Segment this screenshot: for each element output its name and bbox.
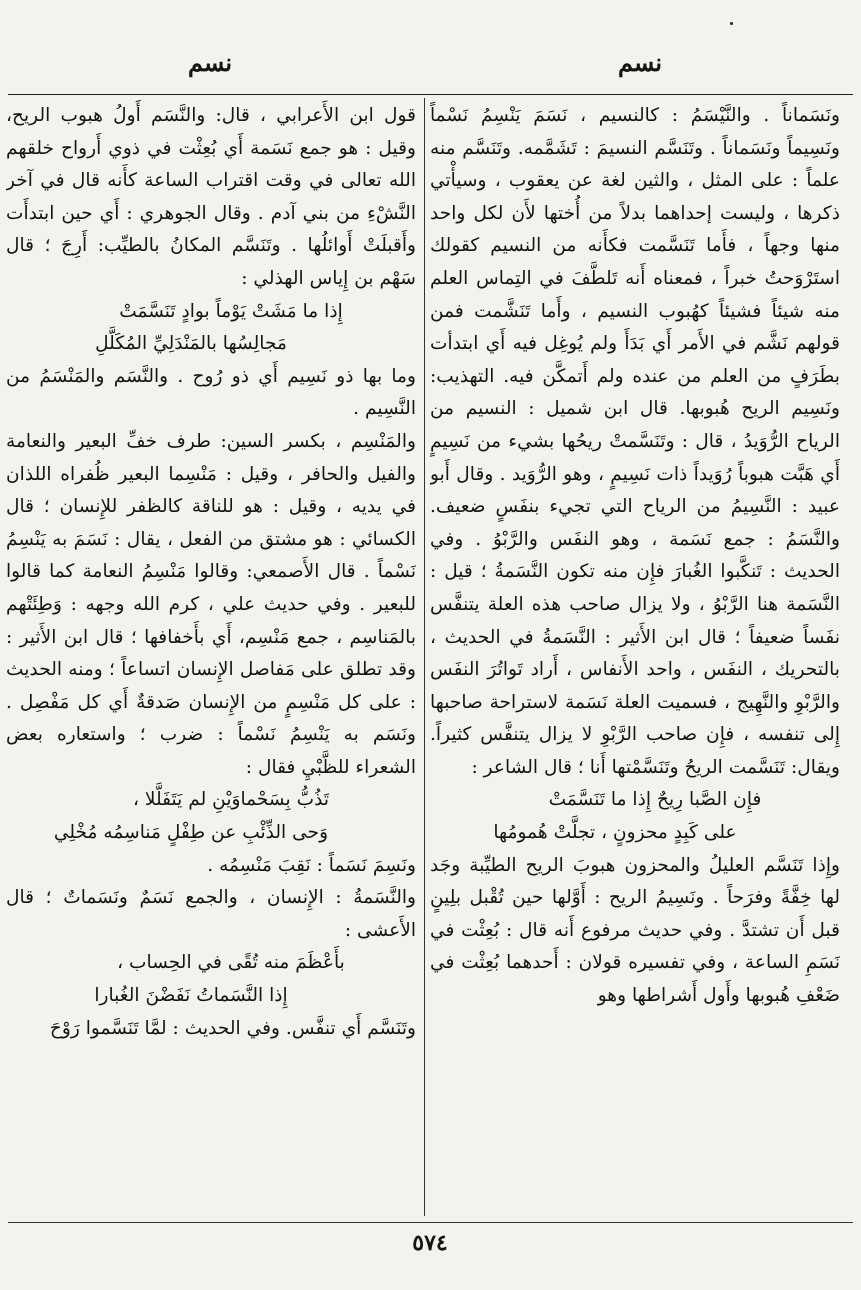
entry-paragraph: قول ابن الأَعرابي ، قال: والنَّسَم أَولُ هبوب الريح، وقيل : هو جمع نَسَمة أَي بُعِثْت في ذوي أَرواح خلقهم الله تعالى في وقت اقتراب الساعة كأَنه قال في آخر النَّشْءِ من بني آدم . وقال الجوهري : أَي حين ابتدأَت وأَقبلَتْ أَوائلُها . وتَنَسَّم المكانُ بالطيِّب: أَرِجَ ؛ قال سَهْم بن إِياس الهذلي : bbox=[6, 105, 416, 289]
header-right-headword: نسم bbox=[617, 48, 663, 77]
verse-line-second: وَحى الذِّئْبِ عن طِفْلٍ مَناسِمُه مُخْلِي bbox=[53, 822, 329, 844]
bottom-rule bbox=[8, 1222, 853, 1223]
entry-paragraph: والمَنْسِم ، بكسر السين: طرف خفِّ البعير والنعامة والفيل والحافر ، وقيل : مَنْسِما البعير ظُفراه اللذان في يديه ، وقيل : هو للناقة كالظفر للإِنسان ؛ قال الكسائي : هو مشتق من الفعل ، يقال : نَسَمَ به يَنْسِمُ نَسْماً . قال الأَصمعي: وقالوا مَنْسِمُ النعامة كما قالوا للبعير . وفي حديث علي ، كرم الله وجهه : وَطِئَتْهم بالمَناسِم ، جمع مَنْسِم، أَي بأَخفافها ؛ قال ابن الأَثير : وقد تطلق على مَفاصل الإِنسان اتساعاً ؛ ومنه الحديث : على كل مَنْسِمٍ من الإِنسان صَدقةٌ أَي كل مَفْصِل . ونَسَم به يَنْسِمُ نَسْماً : ضرب ؛ واستعاره بعض الشعراء للظَّبْيِ فقال : bbox=[6, 430, 416, 778]
left-column bbox=[6, 100, 416, 1218]
right-column bbox=[430, 100, 840, 1218]
top-rule bbox=[8, 94, 853, 95]
verse-line-second: مَجالِسُها بالمَنْدَلِيِّ المُكَلَّلِ bbox=[95, 333, 287, 355]
column-divider bbox=[424, 98, 425, 1216]
verse-block bbox=[6, 296, 416, 361]
page-number: ٥٧٤ bbox=[412, 1230, 448, 1256]
entry-paragraph: وما بها ذو نَسِيم أَي ذو رُوح . والنَّسَم والمَنْسَمُ من النَّسِيم . bbox=[6, 365, 416, 420]
entry-paragraph: والنَّسَمةُ : الإِنسان ، والجمع نَسَمٌ ونَسَماتٌ ؛ قال الأَعشى : bbox=[6, 887, 416, 941]
verse-block bbox=[6, 784, 416, 849]
verse-line-first: تَذُبُّ بِسَحْماوَيْنِ لم يَتَفَلَّلا ، bbox=[132, 789, 330, 811]
entry-paragraph: وتَنَسَّم أَي تنفَّس. وفي الحديث : لمَّا تَنَسَّموا رَوْحَ bbox=[49, 1017, 416, 1039]
entry-paragraph: ونَسَماناً . والنَّيْسَمُ : كالنسيم ، نَسَمَ يَنْسِمُ نَسْماً ونَسِيماً ونَسَماناً . وتَنَسَّم النسيمَ : تَشَمَّمه. وتَنَسَّم منه علماً : على المثل ، والثين لغة عن يعقوب ، وسيأْتي ذكرها ، وليست إحداهما بدلاً من أُختها لأَن لكل واحد منها وجهاً ، فأَما تَنَسَّمت فكأَنه من النسيم كقولك استَرْوَحتُ خبراً ، فمعناه أَنه تَلطَّفَ في التِماس العلم منه شيئاً فشيئاً كهُبوب النسيم ، وأَما تَنَشَّمت فمن قولهم نَشَّم في الأَمر أَي بَدَأَ ولم يُوغِل فيه أَي ابتدأت بطَرَفٍ من العلم من عنده ولم أَتمكَّن فيه. التهذيب: ونَسِيم الريح هُبوبها. قال ابن شميل : النسيم من الرياح الرُّوَيدُ ، قال : وتَنَسَّمتْ ريحُها بشيء من نَسِيمٍ أَي هَبَّت هبوباً رُوَيداً ذات نَسِيمٍ ، وهو الرُّوَيد . وقال أَبو عبيد : النَّسِيمُ من الرياح التي تجيء بنفَسٍ ضعيف. والنَّسَمُ : جمع نَسَمة ، وهو النفَس والرَّبْوُ . وفي الحديث : تَنكَّبوا الغُبارَ فإِن منه تكون النَّسَمةُ ؛ قيل : النَّسَمة هنا الرَّبْوُ ، ولا يزال صاحب هذه العلة يتنفَّس نفَساً ضعيفاً ؛ قال ابن الأَثير : النَّسَمةُ في الحديث ، بالتحريك ، النفَس ، واحد الأَنفاس ، أَراد تَواتُرَ النفَس والرَّبْوِ والنَّهِيج ، فسميت العلة نَسَمة لاستراحة صاحبها إِلى تنفسه ، فإِن صاحب الرَّبْوِ لا يزال يتنفَّس كثيراً. ويقال: تَنَسَّمت الريحُ وتَنَسَّمْتها أَنا ؛ قال الشاعر : bbox=[430, 105, 840, 778]
verse-line-first: إِذا ما مَشَتْ يَوْماً بوادٍ تَنَسَّمَتْ bbox=[119, 300, 343, 322]
verse-line-second: على كَبِدٍ محزونٍ ، تجلَّتْ هُمومُها bbox=[493, 822, 737, 844]
verse-block bbox=[430, 784, 840, 849]
verse-line-first: بأَعْظَمَ منه تُقًى في الحِساب ، bbox=[117, 952, 345, 974]
ink-speck bbox=[730, 22, 733, 25]
verse-block bbox=[6, 947, 416, 1012]
header-left-headword: نسم bbox=[187, 48, 233, 77]
entry-paragraph: وإِذا تَنَسَّم العليلُ والمحزون هبوبَ الريح الطيِّبة وجَد لها خِفَّةً وفرَحاً . ونَسِيمُ الريح : أَوَّلها حين تُقْبل بلِينٍ قبل أَن تشتدَّ . وفي حديث مرفوع أَنه قال : بُعِثْت في نَسَمِ الساعة ، وفي تفسيره قولان : أَحدهما بُعِثْت في ضَعْفِ هُبوبها وأَول أَشراطها وهو bbox=[430, 854, 840, 1007]
entry-paragraph: ونَسِمَ نَسَماً : نَقِبَ مَنْسِمُه . bbox=[207, 854, 416, 876]
verse-line-second: إِذا النَّسَماتُ نَفَضْنَ الغُبارا bbox=[94, 985, 288, 1007]
verse-line-first: فإِن الصَّبا رِيحٌ إِذا ما تَنَسَّمَتْ bbox=[548, 789, 762, 811]
